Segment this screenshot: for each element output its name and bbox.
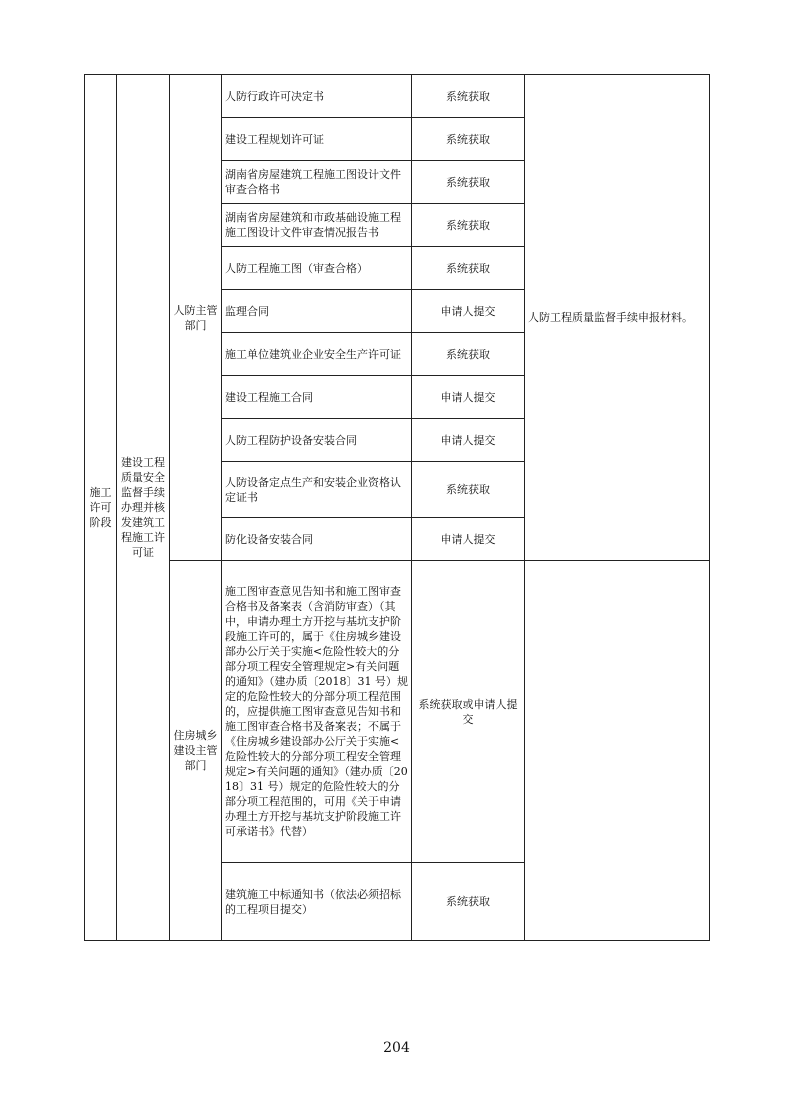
source-cell: 系统获取或申请人提交	[412, 561, 525, 863]
material-cell: 建筑施工中标通知书（依法必须招标的工程项目提交）	[222, 863, 412, 941]
source-cell: 申请人提交	[412, 290, 525, 333]
material-cell: 人防工程施工图（审查合格）	[222, 247, 412, 290]
source-cell: 申请人提交	[412, 376, 525, 419]
material-cell: 湖南省房屋建筑和市政基础设施工程施工图设计文件审查情况报告书	[222, 204, 412, 247]
source-cell: 系统获取	[412, 863, 525, 941]
stage-cell: 施工许可阶段	[85, 75, 117, 941]
material-cell: 人防工程防护设备安装合同	[222, 419, 412, 462]
material-cell: 建设工程施工合同	[222, 376, 412, 419]
dept-cell: 住房城乡建设主管部门	[170, 561, 222, 941]
source-cell: 系统获取	[412, 204, 525, 247]
source-cell: 系统获取	[412, 118, 525, 161]
material-cell: 湖南省房屋建筑工程施工图设计文件审查合格书	[222, 161, 412, 204]
source-cell: 系统获取	[412, 462, 525, 518]
source-cell: 系统获取	[412, 333, 525, 376]
material-cell: 建设工程规划许可证	[222, 118, 412, 161]
material-cell: 人防设备定点生产和安装企业资格认定证书	[222, 462, 412, 518]
material-cell: 施工图审查意见告知书和施工图审查合格书及备案表（含消防审查）（其中，申请办理土方开挖与基坑支护阶段施工许可的，属于《住房城乡建设部办公厅关于实施<危险性较大的分部分项工程安全管理规定>有关问题的通知》（建办质〔2018〕31 号）规定的危险性较大的分部分项工程范围的，应提供施工图审查意见告知书和施工图审查合格书及备案表；不属于《住房城乡建设部办公厅关于实施<危险性较大的分部分项工程安全管理规定>有关问题的通知》（建办质〔2018〕31 号）规定的危险性较大的分部分项工程范围的，可用《关于申请办理土方开挖与基坑支护阶段施工许可承诺书》代替）	[222, 561, 412, 863]
material-cell: 防化设备安装合同	[222, 518, 412, 561]
material-cell: 监理合同	[222, 290, 412, 333]
material-cell: 施工单位建筑业企业安全生产许可证	[222, 333, 412, 376]
source-cell: 系统获取	[412, 75, 525, 118]
source-cell: 系统获取	[412, 247, 525, 290]
source-cell: 申请人提交	[412, 518, 525, 561]
note-cell	[525, 561, 710, 941]
source-cell: 系统获取	[412, 161, 525, 204]
material-cell: 人防行政许可决定书	[222, 75, 412, 118]
materials-table	[84, 74, 710, 941]
item-cell: 建设工程质量安全监督手续办理并核发建筑工程施工许可证	[117, 75, 170, 941]
source-cell: 申请人提交	[412, 419, 525, 462]
page-number: 204	[383, 1040, 410, 1056]
dept-cell: 人防主管部门	[170, 75, 222, 561]
note-cell: 人防工程质量监督手续申报材料。	[525, 75, 710, 561]
